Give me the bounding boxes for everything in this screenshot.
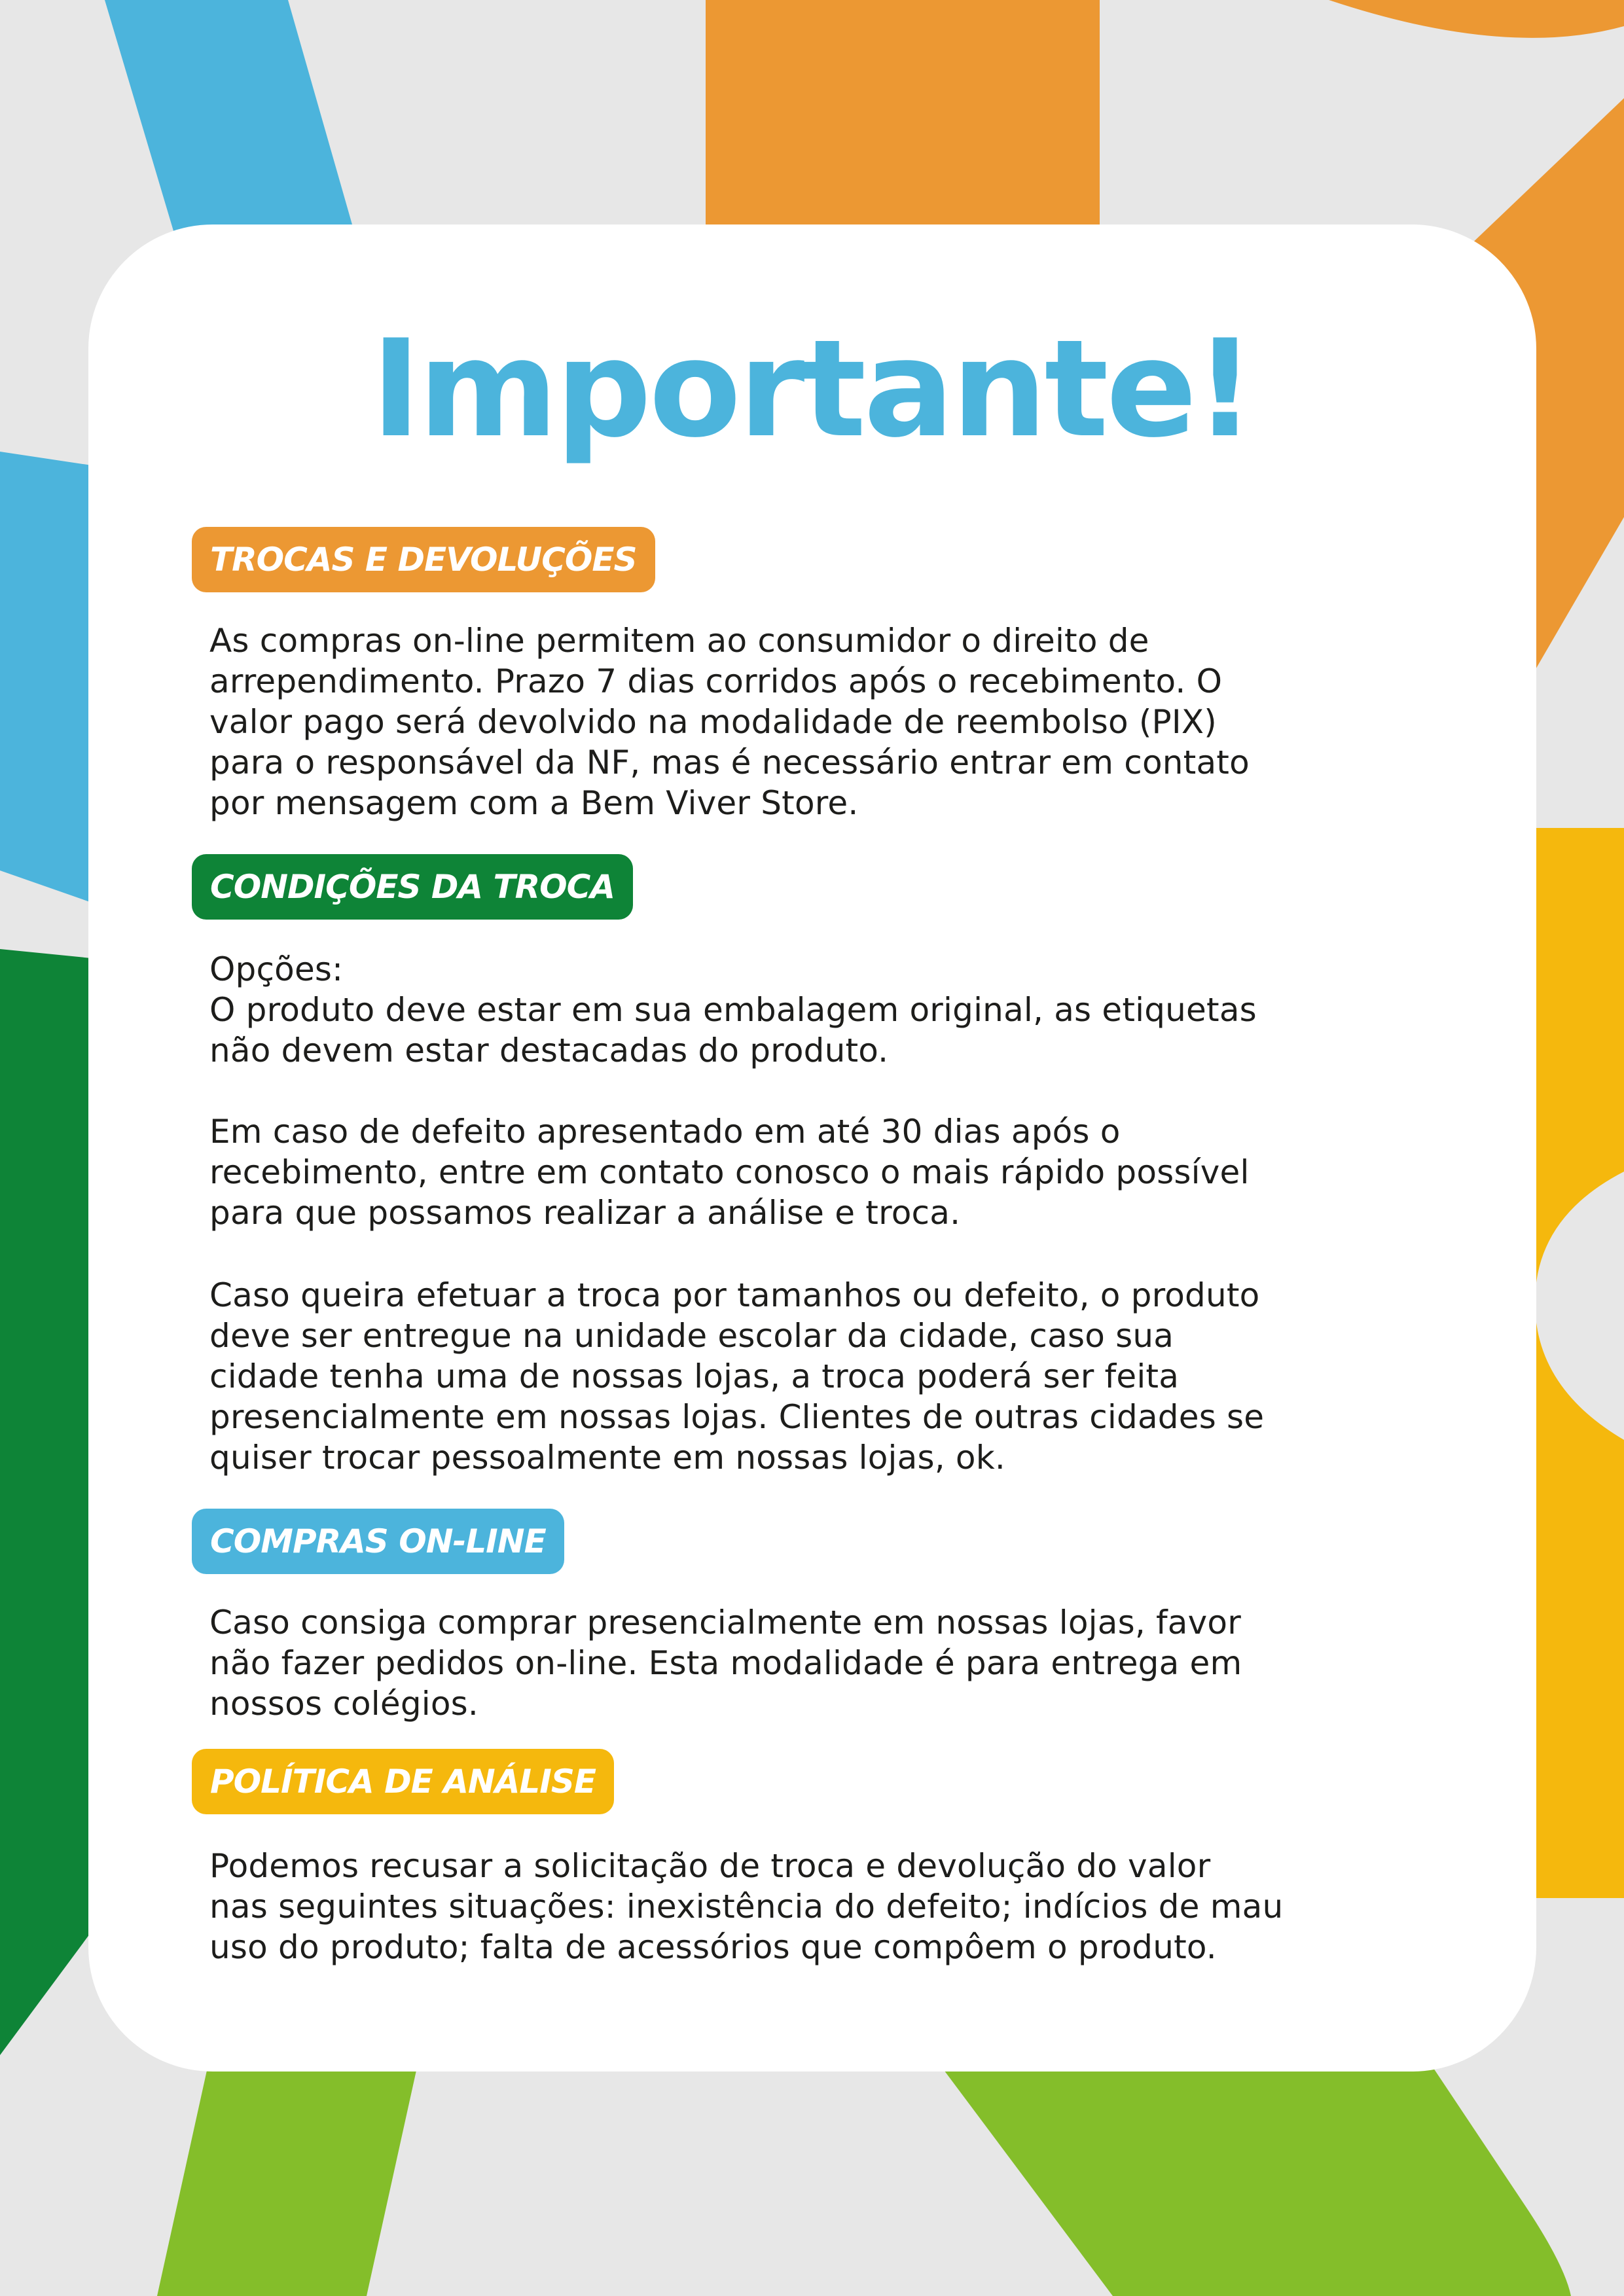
orange-arc-top-right [1329, 0, 1624, 38]
section-heading-politica: POLÍTICA DE ANÁLISE [192, 1749, 614, 1814]
section-heading-compras: COMPRAS ON-LINE [192, 1509, 564, 1574]
condicoes-paragraph-1: Opções: O produto deve estar em sua embalagem original, as etiquetas não devem estar destacadas do produto. [209, 950, 1257, 1069]
compras-paragraph: Caso consiga comprar presencialmente em nossas lojas, favor não fazer pedidos on-line. Esta modalidade é para entrega em nossos colégios. [209, 1604, 1242, 1723]
trocas-paragraph: As compras on-line permitem ao consumidor o direito de arrependimento. Prazo 7 dias corridos após o recebimento. O valor pago será devolvido na modalidade de reembolso (PIX) para o responsável da NF, mas é necessário entrar em contato por mensagem com a Bem Viver Store. [209, 622, 1250, 822]
page-title: Importante! [370, 312, 1254, 467]
condicoes-paragraph-3: Caso queira efetuar a troca por tamanhos ou defeito, o produto deve ser entregue na unidade escolar da cidade, caso sua cidade tenha uma de nossas lojas, a troca poderá ser feita presencialmente em nossas lojas. Clientes de outras cidades se quiser trocar pessoalmente em nossas lojas, ok. [209, 1276, 1265, 1477]
condicoes-paragraph-2: Em caso de defeito apresentado em até 30 dias após o recebimento, entre em contato conosco o mais rápido possível para que possamos realizar a análise e troca. [209, 1113, 1250, 1232]
yellow-shape-right [1525, 828, 1624, 1898]
politica-paragraph: Podemos recusar a solicitação de troca e devolução do valor nas seguintes situações: inexistência do defeito; indícios de mau uso do produto; falta de acessórios que compôem o produto. [209, 1847, 1284, 1966]
section-heading-condicoes: CONDIÇÕES DA TROCA [192, 854, 633, 920]
section-heading-trocas: TROCAS E DEVOLUÇÕES [192, 527, 655, 592]
